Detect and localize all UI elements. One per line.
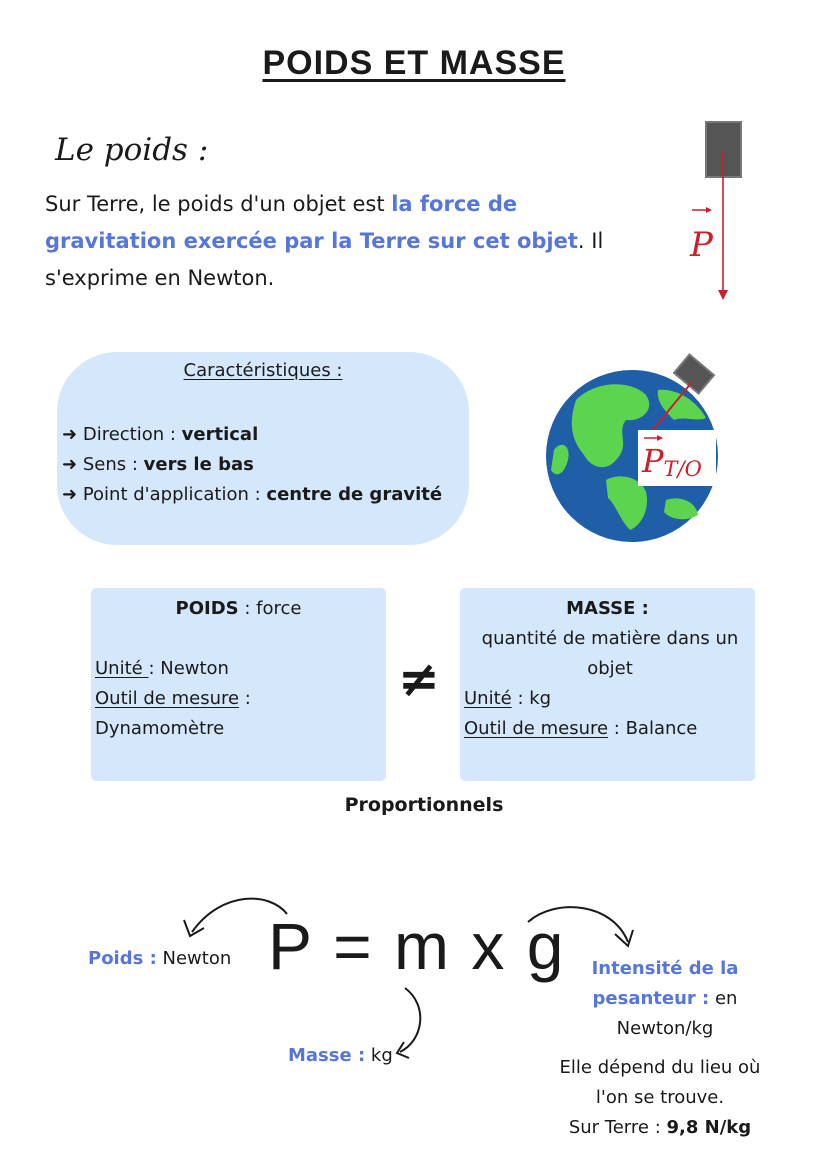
- g-note-line1: Elle dépend du lieu où: [559, 1057, 761, 1078]
- formula: P = m x g: [268, 909, 566, 983]
- masse-definition: quantité de matière dans un objet: [481, 628, 739, 679]
- earth-vector-subscript: T/O: [663, 457, 702, 481]
- characteristic-value: vertical: [181, 424, 259, 445]
- intro-text-before: Sur Terre, le poids d'un objet est: [45, 192, 392, 216]
- g-earth-text: Sur Terre :: [568, 1117, 667, 1138]
- poids-unit-label: Unité: [95, 658, 149, 679]
- poids-unit-value: : Newton: [148, 658, 229, 679]
- arrow-icon: ➜: [62, 454, 78, 475]
- masse-unit-value: : kg: [511, 688, 552, 709]
- proportional-label: Proportionnels: [344, 794, 504, 816]
- poids-formula-unit: Newton: [156, 948, 232, 969]
- arrow-icon: ➜: [62, 484, 78, 505]
- g-curved-arrow: [528, 907, 628, 942]
- earth-vector-letter: P: [642, 442, 664, 480]
- characteristic-value: centre de gravité: [266, 484, 443, 505]
- poids-tool-label: Outil de mesure: [95, 688, 240, 709]
- section-heading-poids: Le poids :: [55, 132, 209, 168]
- characteristic-value: vers le bas: [143, 454, 254, 475]
- g-formula-name: Intensité de la pesanteur :: [591, 958, 739, 1009]
- characteristic-label: Point d'application :: [82, 484, 267, 505]
- masse-formula-unit: kg: [365, 1045, 393, 1066]
- g-earth-value: 9,8 N/kg: [666, 1117, 752, 1138]
- page-title: POIDS ET MASSE: [262, 44, 566, 82]
- poids-curved-arrow: [192, 899, 287, 932]
- characteristic-label: Sens :: [82, 454, 144, 475]
- poids-formula-name: Poids :: [88, 948, 157, 969]
- weight-vector-label: P: [690, 225, 713, 265]
- masse-tool-value: : Balance: [608, 718, 698, 739]
- masse-card-title: MASSE :: [566, 598, 649, 619]
- not-equal-symbol: ≠: [398, 650, 440, 708]
- poids-tool-value: Dynamomètre: [95, 718, 225, 739]
- characteristic-label: Direction :: [82, 424, 182, 445]
- g-note-line2: l'on se trouve.: [595, 1087, 725, 1108]
- poids-title-suffix: : force: [238, 598, 302, 619]
- masse-formula-name: Masse :: [288, 1045, 366, 1066]
- arrow-icon: ➜: [62, 424, 78, 445]
- masse-unit-label: Unité: [464, 688, 512, 709]
- poids-title: POIDS: [175, 598, 239, 619]
- intro-highlight: la force de gravitation exercée par la Terre sur cet objet: [45, 192, 578, 253]
- characteristics-title: Caractéristiques :: [183, 360, 343, 381]
- g-formula-unit: en Newton/kg: [616, 988, 738, 1039]
- masse-tool-label: Outil de mesure: [464, 718, 609, 739]
- intro-text-after: . Il s'exprime en Newton.: [45, 229, 604, 290]
- poids-tool-sep: :: [239, 688, 251, 709]
